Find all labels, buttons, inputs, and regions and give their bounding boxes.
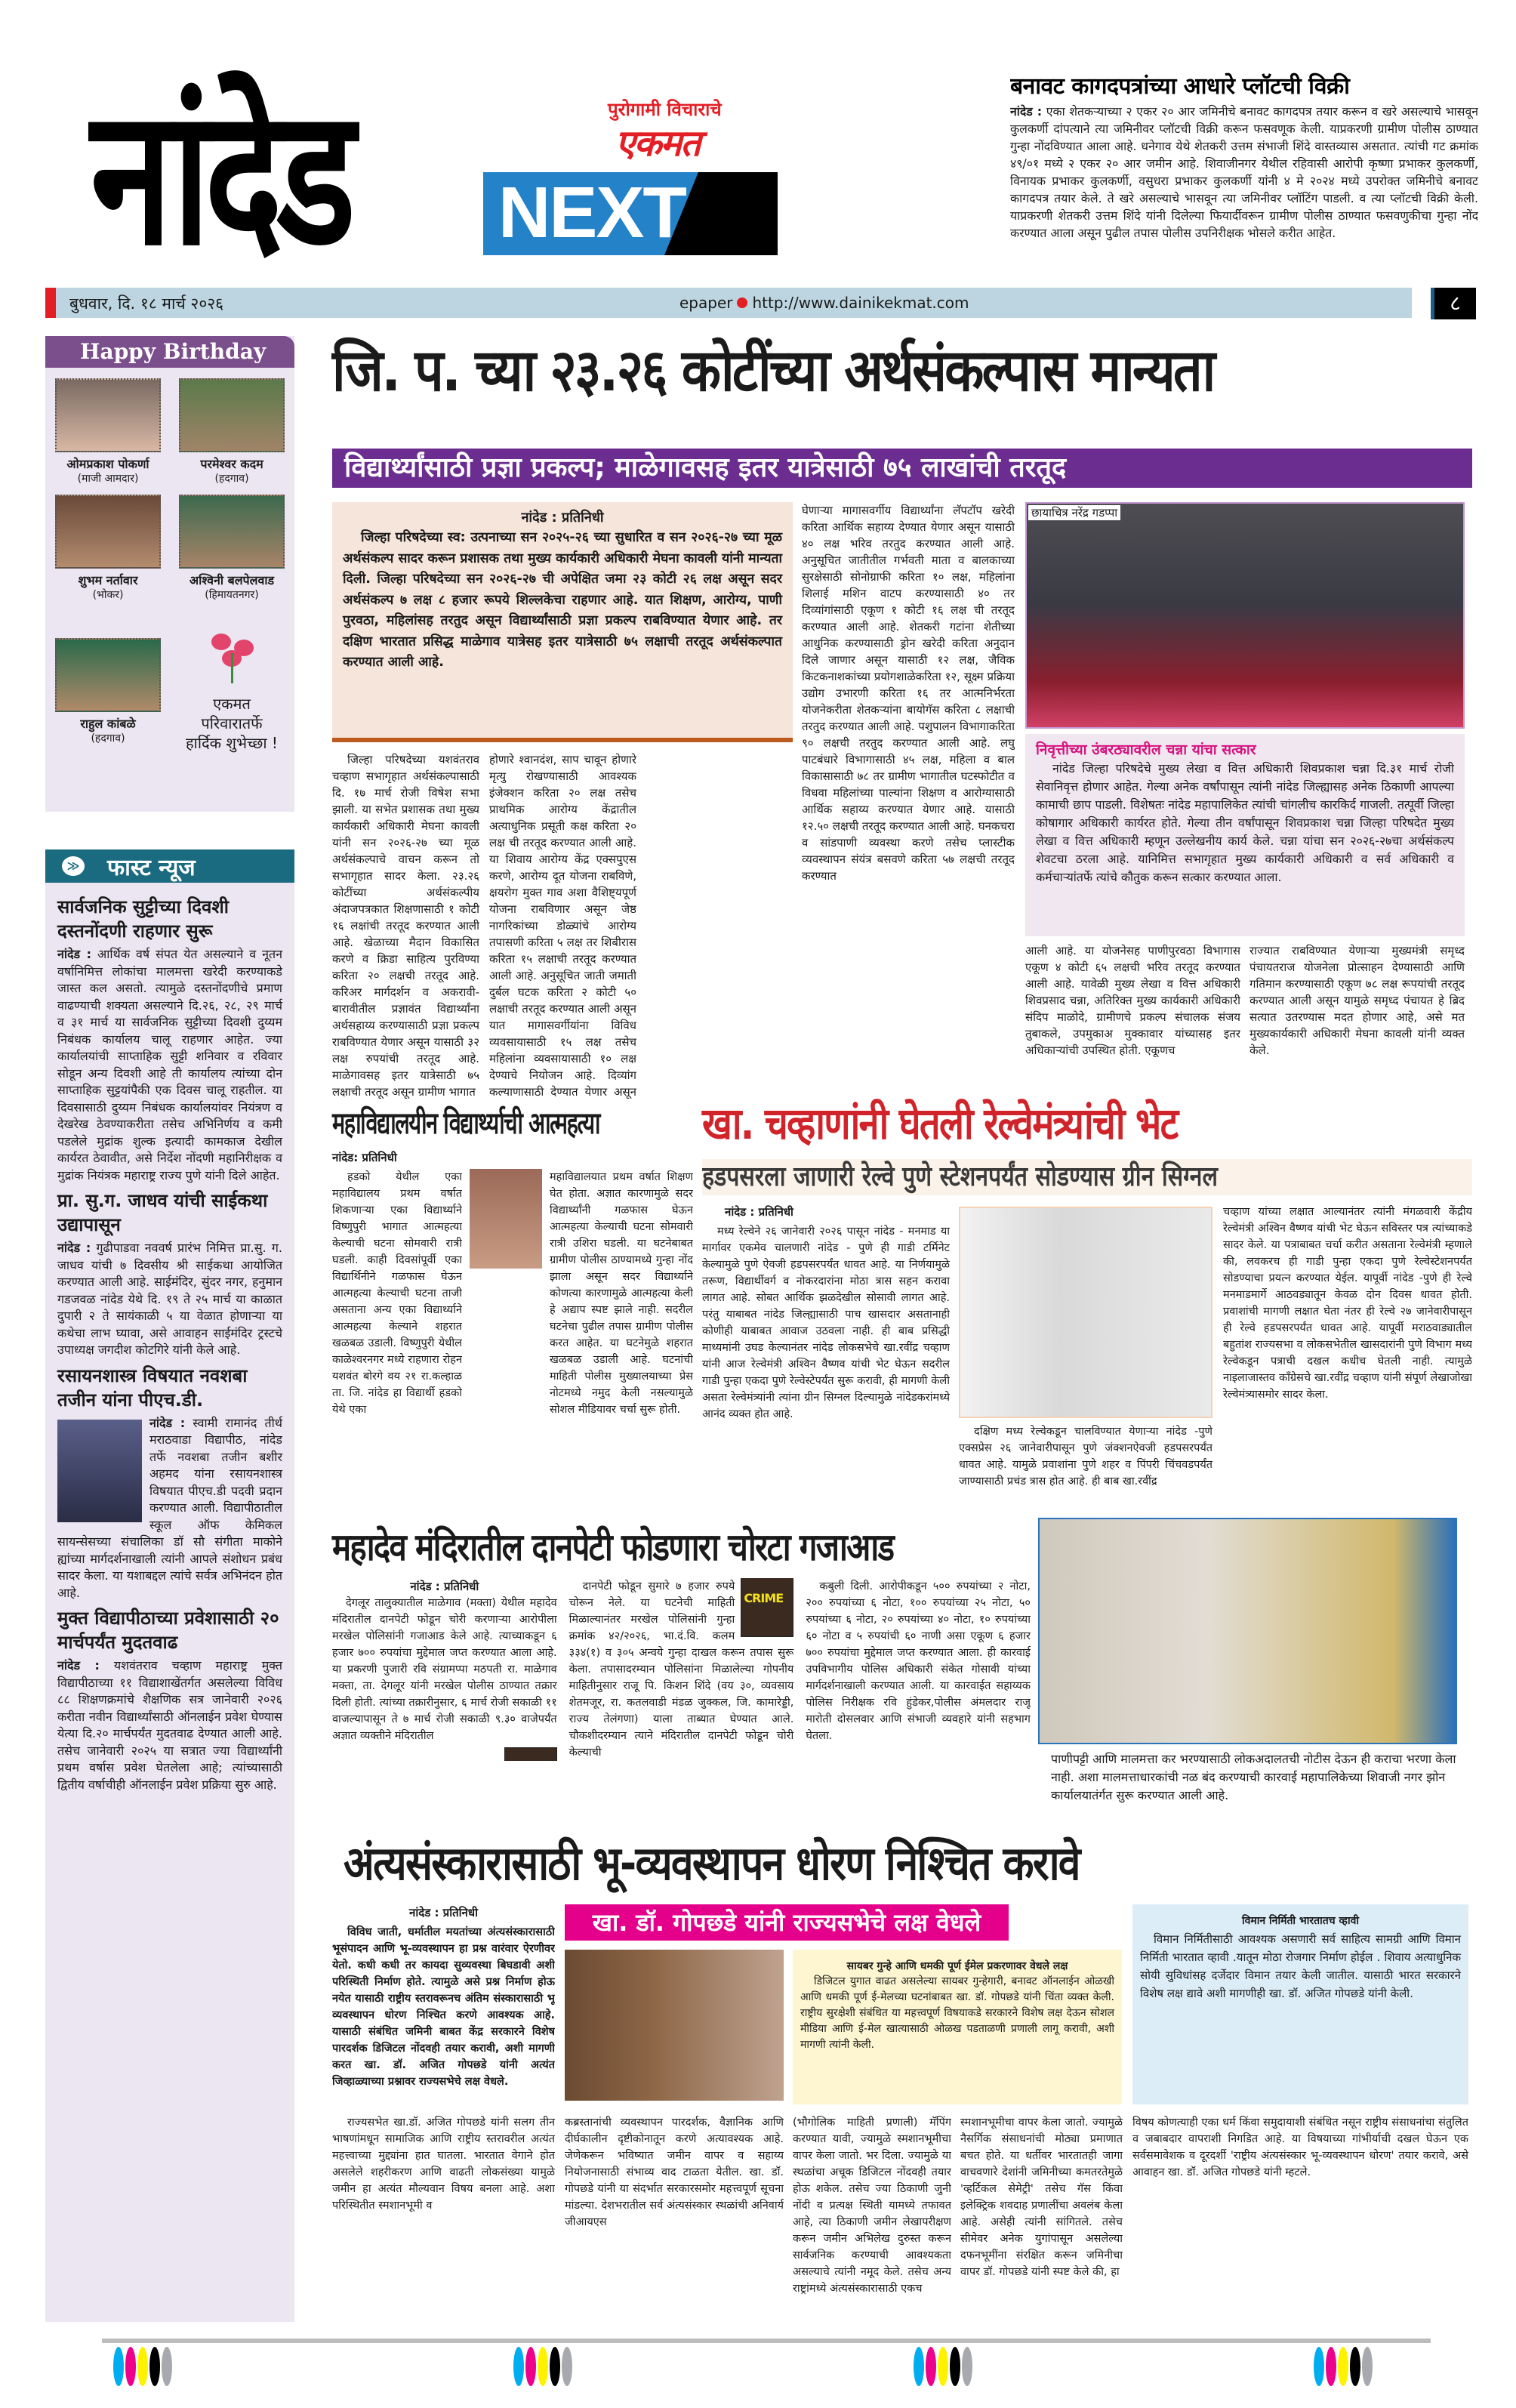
birthday-person <box>175 378 288 486</box>
cremation-headline: अंत्यसंस्कारासाठी भू-व्यवस्थापन धोरण निश्चित करावे <box>344 1836 1080 1891</box>
registration-dot <box>1350 2347 1360 2386</box>
birthday-person <box>175 495 288 602</box>
lead-column <box>332 751 479 1100</box>
registration-dot <box>149 2347 160 2386</box>
tulip-flower-icon <box>205 631 258 683</box>
lead-column-text: राज्यात राबविण्यात येणाऱ्या मुख्यमंत्री समृध्द पंचायतराज योजनेला प्रोत्साहन देण्यासाठी आणि गतिमान करण्यासाठी एकूण ७८ लक्ष रूपयांची तरतूद करण्यात आली असून यामुळे समृध्द पंचायत हे ब्रिद सत्यात उतरण्यास मदत होणार आहे, असे मत मुख्यकार्यकारी अधिकारी मेघना कावली यांनी व्यक्त केले. <box>1249 944 1465 1057</box>
birthday-person <box>51 378 165 486</box>
registration-dot <box>1338 2347 1348 2386</box>
person-name: अश्विनी बलपेलवाड <box>189 573 275 587</box>
lead-intro-box <box>332 502 793 742</box>
wish-line: हार्दिक शुभेच्छा ! <box>186 734 278 752</box>
railway-headline: खा. चव्हाणांनी घेतली रेल्वेमंत्र्यांची भेट <box>702 1098 1178 1149</box>
person-photo <box>179 495 285 569</box>
footer-rule <box>102 2339 1431 2343</box>
chevrons-down-icon: ≫ <box>62 856 85 876</box>
fast-news-body <box>57 946 282 1184</box>
photo-credit: छायाचित्र नरेंद्र गडप्पा <box>1028 505 1120 520</box>
fast-news-dateline: नांदेड : <box>149 1415 186 1430</box>
fast-news-body <box>57 1240 282 1359</box>
masthead-title: नांदेड <box>91 67 350 287</box>
fast-news-panel <box>45 849 294 2322</box>
suicide-column-text: हडको येथील एका महाविद्यालय प्रथम वर्षात शिकणाऱ्या एका विद्यार्थ्याने विष्णुपुरी भागात आत्महत्या केल्याची घटना सोमवारी रात्री घडली. काही दिवसांपूर्वी एका विद्यार्थिनीने गळफास घेऊन आत्महत्या केल्याची घटना ताजी असताना अन्य एका विद्यार्थ्याने आत्महत्या केल्याने शहरात खळबळ उडाली. विष्णुपुरी येथील काळेश्वरनगर मध्ये राहणारा रोहन यशवंत बोरगे वय २१ रा.कल्हाळ ता. जि. नांदेड हा विद्यार्थी हडको येथे एका <box>332 1171 462 1416</box>
aircraft-body: विमान निर्मितीसाठी आवश्यक असणारी सर्व साहित्य सामग्री आणि विमान निर्मिती भारतात व्हावी .यातून मोठा रोजगार निर्माण होईल . शिवाय अत्याधुनिक सोयी सुविधांसह दर्जेदार विमान तयार केली जातील. यासाठी भारत सरकारने विशेष लक्ष द्यावे अशी मागणीही खा. डॉ. अजित गोपछडे यांनी केली. <box>1140 1932 1461 2000</box>
temple-column-text: कबुली दिली. आरोपीकडून ५०० रुपयांच्या २ नोटा, २०० रुपयांच्या ६ नोटा, १०० रुपयांच्या २५ नोटा, ५० रुपयांच्या ६ नोटा, २० रुपयांच्या ४० नोटा, १० रुपयांच्या ६० नोटा व ५ रुपयांची ६० नाणी असा एकूण ६ हजार ७०० रुपयांचा मुद्देमाल जप्त करण्यात आला. ही कारवाई उपविभागीय पोलिस अधिकारी संकेत गोसावी यांच्या मार्गदर्शनाखाली करण्यात आली. या कारवाईत सहाय्यक पोलिस निरीक्षक रवि हुंडेकर,पोलीस अंमलदार राजू मारोती दोसलवार आणि संभाजी व्यवहारे यांनी सहभाग घेतला. <box>806 1580 1031 1742</box>
wish-line: परिवारातर्फे <box>201 714 263 732</box>
registration-dot <box>938 2347 948 2386</box>
page-number: ८ <box>1431 288 1476 319</box>
cremation-column-text: स्मशानभूमीचा वापर केला जातो. ज्यामुळे नैसर्गिक संसाधनांची मोठ्या प्रमाणात बचत होते. या धर्तीवर भारतातही जागा वाचवणारे देशांनी जमिनीच्या कमतरतेमुळे 'व्हर्टिकल सेमेट्री' तसेच गॅस किंवा इलेक्ट्रिक शवदाह प्रणालींचा अवलंब केला आहे. असेही त्यांनी सांगितले. तसेच सीमेवर अनेक युगांपासून असलेल्या दफनभूमींना संरक्षित करून जमिनीचा वापर डॉ. गोपछडे यांनी स्पष्ट केले की, हा <box>960 2117 1123 2278</box>
railway-column-text: चव्हाण यांच्या लक्षात आल्यानंतर त्यांनी मंगळवारी केंद्रीय रेल्वेमंत्री अश्विन वैष्णव यांची भेट घेऊन सविस्तर पत्र त्यांच्याकडे सादर केले. या पत्राबाबत चर्चा करीत असताना रेल्वेमंत्री म्हणाले की, लवकरच ही गाडी पुन्हा एकदा पुणे रेल्वेस्टेशनपर्यंत सोडण्याचा प्रयत्न करण्यात येईल. यापूर्वी नांदेड -पुणे ही रेल्वे मनमाडमार्गे आठवड्यातून केवळ दोन दिवस धावत होती. प्रवाशांची मागणी लक्षात घेता नंतर ही रेल्वे २७ जानेवारीपासून ही रेल्वे हडपसरपर्यंत धावत आहे. यापूर्वी मराठवाड्यातील बहुतांश राज्यसभा व लोकसभेतील खासदारांनी पुणे विभाग मध्य रेल्वेकडून पत्राची दखल कधीच घेतली नाही. त्यामुळे नाइलाजास्तव काँग्रेसचे खा.रवींद्र चव्हाण यांनी संपूर्ण लेखाजोखा रेल्वेमंत्र्यासमोर सादर केला. <box>1223 1206 1472 1401</box>
fast-news-body <box>57 1657 282 1793</box>
top-right-dateline: नांदेड : <box>1010 104 1043 119</box>
water-caption: पाणीपट्टी आणि मालमत्ता कर भरण्यासाठी लोकअदालतची नोटीस देऊन ही कराचा भरणा केला नाही. अशा मालमत्ताधारकांची नळ बंद करण्याची कारवाई महापालिकेच्या शिवाजी नगर झोन कार्यालयातंर्गत सुरू करण्यात आली आहे. <box>1051 1752 1456 1802</box>
fast-news-dateline: नांदेड : <box>57 947 91 961</box>
person-photo <box>179 378 285 452</box>
cremation-column-text: राज्यसभेत खा.डॉ. अजित गोपछडे यांनी सलग तीन भाषणांमधून सामाजिक आणि राष्ट्रीय स्तरावरील अत्यंत महत्त्वाच्या मुद्द्यांना हात घातला. भारतात वेगाने होत असलेले शहरीकरण आणि वाढती लोकसंख्या यामुळे जमीन हा अत्यंत मौल्यवान विषय बनला आहे. अशा परिस्थितीत स्मशानभूमी व <box>332 2117 555 2212</box>
fast-news-body <box>57 1415 282 1602</box>
registration-dot <box>1314 2347 1324 2386</box>
railway-byline: नांदेड : प्रतिनिधी <box>725 1205 793 1219</box>
cremation-column <box>565 2114 784 2330</box>
person-name: ओमप्रकाश पोकर्णा <box>66 457 149 471</box>
suicide-byline: नांदेड: प्रतिनिधी <box>332 1151 397 1164</box>
student-photo <box>470 1169 542 1269</box>
person-place: (हिमायतनगर) <box>205 589 259 601</box>
issue-date: बुधवार, दि. १८ मार्च २०२६ <box>69 294 224 313</box>
registration-dot <box>926 2347 936 2386</box>
wish-line: एकमत <box>213 695 251 713</box>
person-photo <box>55 495 161 569</box>
fast-news-dateline: नांदेड : <box>57 1241 91 1255</box>
birthday-title: Happy Birthday <box>45 336 294 368</box>
registration-dot <box>525 2347 536 2386</box>
brand-logo: एकमत <box>615 122 700 165</box>
suicide-column <box>332 1169 462 1518</box>
railway-column-text: मध्य रेल्वेने २६ जानेवारी २०२६ पासून नांदेड - मनमाड या मार्गावर एकमेव चालणारी नांदेड - पुणे ही गाडी टर्मिनेट केल्यामुळे पुणे ऐवजी हडपसरपर्यंत धावत आहे. या निर्णयामुळे तरूण, विद्यार्थीवर्ग व नोकरदारांना मोठा त्रास सहन करावा लागत आहे. सोबत आर्थिक झळदेखील सोसावी लागत आहे. परंतु याबाबत नांदेड जिल्ह्यासाठी पाच खासदार असतानाही कोणीही याबाबत आवाज उठवला नाही. ही बाब प्रसिद्धी माध्यमांनी उघड केल्यानंतर नांदेड लोकसभेचे खा.रवींद्र चव्हाण यांनी आज रेल्वेमंत्री अश्विन वैष्णव यांची भेट घेऊन सदरील गाडी पुन्हा एकदा पुणे रेल्वेस्टेपर्यंत सुरू करावी, ही मागणी केली असता रेल्वेमंत्र्यांनी त्यांना ग्रीन सिग्नल दिल्यामुळे नांदेडकरांमध्ये आनंद व्यक्त होत आहे. <box>702 1226 950 1420</box>
registration-dot <box>1326 2347 1336 2386</box>
registration-marks <box>513 2347 572 2386</box>
lead-subheadline: विद्यार्थ्यांसाठी प्रज्ञा प्रकल्प; माळेगावसह इतर यात्रेसाठी ७५ लाखांची तरतूद <box>332 449 1472 488</box>
fast-news-headline: मुक्त विद्यापीठाच्या प्रवेशासाठी २० मार्चपर्यंत मुदतवाढ <box>57 1608 279 1653</box>
water-tap-disconnection-photo <box>1038 1518 1457 1744</box>
top-right-text: एका शेतकऱ्याच्या २ एकर २० आर जमिनीचे बनावट कागदपत्र तयार करून व खरे असल्याचे भासवून कुलकर्णी दांपत्याने त्या जमिनीवर प्लॉटची विक्री करून फसवणूक केली. याप्रकरणी ग्रामीण पोलीस ठाण्यात गुन्हा नोंदविण्यात आला आहे. धनेगाव येथे शेतकरी उत्तम संभाजी शिंदे वास्तव्यास असतात. त्यांची गट क्रमांक ४९/०१ मध्ये २ एकर २० आर जमीन आहे. शिवाजीनगर येथील रहिवासी आरोपी कृष्णा प्रभाकर कुलकर्णी, विनायक प्रभाकर कुलकर्णी, वसुधरा प्रभाकर कुलकर्णी यांनी ४ मे २०२४ मध्ये उपरोक्त जमिनीचे बनावट कागदपत्र तयार केले. ते खरे असल्याचे भासवून त्या जमिनीवर प्लॉटिंग पाडली. व त्या प्लॉटची विक्री केली. याप्रकरणी शेतकरी उत्तम शिंदे यांनी दिलेल्या फियार्दीवरून ग्रामीण पोलीस ठाण्यात फसवणुकीचा गुन्हा नोंद करण्यात आला असून पुढील तपास पोलीस उपनिरीक्षक भोसले करीत आहेत. <box>1010 104 1478 240</box>
crime-label: CRIME <box>744 1591 784 1605</box>
person-name: राहुल कांबळे <box>80 717 136 731</box>
person-place: (हदगाव) <box>214 473 249 485</box>
fast-news-headline: प्रा. सु.ग. जाधव यांची साईकथा उद्यापासून <box>57 1190 268 1235</box>
registration-dot <box>562 2347 572 2386</box>
lead-byline: नांदेड : प्रतिनिधी <box>521 510 604 526</box>
railway-minister-photo <box>959 1207 1212 1418</box>
cremation-column-text: (भौगोलिक माहिती प्रणाली) मॅपिंग करण्यात यावी, ज्यामुळे स्मशानभूमीचा वापर केला जातो. भर दिला. ज्यामुळे या स्थळांचा अचूक डिजिटल नोंदवही तयार होऊ शकेल. तसेच ज्या ठिकाणी जुनी नोंदी व प्रत्यक्ष स्थिती यामध्ये तफावत आहे, त्या ठिकाणी जमीन लेखापरीक्षण करून जमीन अभिलेख दुरुस्त करून सार्वजनिक करण्याची आवश्यकता असल्याचे त्यांनी नमूद केले. तसेच अन्य राष्ट्रांमध्ये अंत्यसंस्कारासाठी एकच <box>793 2117 951 2295</box>
railway-column <box>702 1223 950 1518</box>
fast-news-title: फास्ट न्यूज <box>107 854 196 881</box>
next-logo <box>483 172 778 255</box>
date-band <box>45 288 1412 318</box>
birthday-person <box>51 495 165 602</box>
cremation-column-text: कब्रस्तानांची व्यवस्थापन पारदर्शक, वैज्ञानिक आणि दीर्घकालीन दृष्टीकोनातून करणे अत्यावश्यक आहे. जेणेकरून भविष्यात जमीन वापर व सहाय्य नियोजनासाठी संभाव्य वाद टाळता येतील. खा. डॉ. गोपछडे यांनी या संदर्भात सरकारसमोर महत्त्वपूर्ण सूचना मांडल्या. देशभरातील सर्व अंत्यसंस्कार स्थळांची अनिवार्य जीआयएस <box>565 2117 784 2228</box>
registration-dot <box>137 2347 148 2386</box>
masthead-tagline: पुरोगामी विचाराचे <box>608 99 722 120</box>
birthday-person <box>51 638 165 745</box>
person-place: (भोकर) <box>92 589 124 601</box>
fast-news-text: स्वामी रामानंद तीर्थ मराठवाडा विद्यापीठ, नांदेड तर्फे नवशबा तजीन बशीर अहमद यांना रसायनशास्त्र विषयात पीएच.डी पदवी प्रदान करण्यात आली. विद्यापीठातील स्कूल ऑफ केमिकल सायन्सेसच्या संचालिका डॉ सौ संगीता माकोने ह्यांच्या मार्गदर्शनाखाली त्यांनी आपले संशोधन प्रबंध सादर केला. या यशाबद्दल त्यांचे सर्वत्र अभिनंदन होत आहे. <box>57 1415 282 1600</box>
lead-intro: जिल्हा परिषदेच्या स्व: उत्पनाच्या सन २०२५-२६ च्या सुधारित व सन २०२६-२७ च्या मूळ अर्थसंकल्प सादर करून प्रशासक तथा मुख्य कार्यकारी अधिकारी मेघना कावली यांनी मान्यता दिली. जिल्हा परिषदेच्या सन २०२६-२७ ची अपेक्षित जमा २३ कोटी २६ लक्ष असून सदर अर्थसंकल्प ७ लक्ष ८ हजार रूपये शिल्लकेचा राहणार आहे. यात शिक्षण, आरोग्य, पाणी पुरवठा, महिलांसह तरतुद असून विद्यार्थ्यांसाठी प्रज्ञा प्रकल्प राबविण्यात येणार आहे. तर दक्षिण भारतात प्रसिद्ध माळेगाव यात्रेसह इतर यात्रेसाठी ७५ लक्षाची तरतूद अर्थसंकल्पात करण्यात आली आहे. <box>343 530 782 670</box>
suicide-column <box>550 1169 693 1518</box>
temple-byline: नांदेड : प्रतिनिधी <box>410 1580 479 1593</box>
epaper-label: epaper <box>679 294 733 312</box>
aircraft-box <box>1132 1904 1468 2104</box>
railway-column: दक्षिण मध्य रेल्वेकडून चालविण्यात येणाऱ्या नांदेड -पुणे एक्सप्रेस २६ जानेवारीपासून पुणे जंक्शनऐवजी हडपसरपर्यंत धावत आहे. यामुळे प्रवाशांना पुणे शहर व पिंपरी चिंचवडपर्यंत जाण्यासाठी प्रचंड त्रास होत आहे. ही बाब खा.रवींद्र <box>959 1426 1212 1488</box>
registration-dot <box>113 2347 124 2386</box>
cremation-column <box>332 2114 555 2330</box>
rajya-sabha-photo <box>565 1950 784 2101</box>
railway-column <box>1223 1204 1472 1518</box>
cremation-column <box>793 2114 951 2330</box>
lead-column <box>1249 942 1465 1092</box>
lead-column-text: आली आहे. या योजनेसह पाणीपुरवठा विभागास एकूण ४ कोटी ६५ लक्षची भरिव तरतूद करण्यात आली आहे. यावेळी मुख्य लेखा व वित्त अधिकारी शिवप्रसाद चन्ना, अतिरिक्त मुख्य कार्यकारी अधिकारी संदिप माळोदे, ग्रामीणचे प्रकल्प संचालक संजय तुबाकले, उपमुकाअ मुक्कावार यांच्यासह इतर अधिकाऱ्यांची उपस्थित होती. एकूणच <box>1025 944 1240 1057</box>
registration-dot <box>125 2347 136 2386</box>
lead-column <box>802 502 1015 1100</box>
lead-column-text: होणारे श्वानदंश, साप चावून होणारे मृत्यु रोखण्यासाठी आवश्यक इंजेक्शन करिता २० लक्ष तसेच प्राथमिक आरोग्य केंद्रातील अत्याधुनिक प्रसूती कक्ष करिता २० लक्ष ची तरतूद करण्यात आली आहे. या शिवाय आरोग्य केंद्र एक्सपुएस करणे, आरोग्य दूत योजना राबविणे, क्षयरोग मुक्त गाव अशा वैशिष्ट्यपूर्ण योजना राबविणार असून जेष्ठ नागरिकांच्या डोळ्यांचे आरोग्य तपासणी करिता ५ लक्ष तर शिबीरास करिता १५ लक्षाची तरतूद करण्यात आली आहे. अनुसूचित जाती जमाती दुर्बल घटक करिता २ कोटी ५० लक्षाची तरतूद करण्यात आली असून यात मागासवर्गीयांना विविध व्यवसायासाठी १५ लक्ष तसेच महिलांना व्यवसायासाठी १० लक्ष देण्याचे नियोजन आहे. दिव्यांग कल्याणासाठी देण्यात येणार असून <box>489 753 636 1099</box>
date-band-red-marker <box>45 288 56 318</box>
cyber-headline: सायबर गुन्हे आणि धमकी पूर्ण ईमेल प्रकरणावर वेधले लक्ष <box>846 1960 1068 1972</box>
person-photo <box>55 378 161 452</box>
aircraft-headline: विमान निर्मिती भारतातच व्हावी <box>1242 1915 1359 1927</box>
cursor-arrow-icon <box>737 298 747 308</box>
temple-story-body <box>332 1578 1031 1827</box>
cremation-column <box>960 2114 1123 2330</box>
temple-columns <box>332 1578 1031 1761</box>
fast-news-text: गुढीपाडवा नववर्ष प्रारंभ निमित्त प्रा.सु. ग. जाधव यांची ७ दिवसीय श्री साईकथा आयोजित करण्यात आली आहे. साईमंदिर, सुंदर नगर, हनुमान गडजवळ नांदेड येथे दि. १९ ते २५ मार्च या काळात दुपारी २ ते सायंकाळी ५ या वेळात होणाऱ्या या कथेचा लाभ घ्यावा, असे आवाहन साईमंदिर ट्रस्टचे उपाध्यक्ष जगदीश कोटगिरे यांनी केले आहे. <box>57 1241 282 1357</box>
registration-marks <box>914 2347 972 2386</box>
cyber-body: डिजिटल युगात वाढत असलेल्या सायबर गुन्हेगारी, बनावट ऑनलाईन ओळखी आणि धमकी पूर्ण ई-मेलच्या घटनांबाबत खा. डॉ. गोपछडे यांनी चिंता व्यक्त केली. राष्ट्रीय सुरक्षेशी संबंधित या महत्त्वपूर्ण विषयाकडे सरकारने विशेष लक्ष देऊन सोशल मीडिया आणि ई-मेल खात्यासाठी ओळख पडताळणी प्रणाली लागू करावी, अशी मागणी त्यांनी केली. <box>800 1975 1114 2051</box>
fast-news-dateline: नांदेड : <box>57 1658 100 1673</box>
person-photo <box>55 638 161 712</box>
registration-dot <box>513 2347 524 2386</box>
cremation-pink-bar: खा. डॉ. गोपछडे यांनी राज्यसभेचे लक्ष वेधले <box>565 1904 1009 1941</box>
cremation-lead <box>332 1924 555 2107</box>
registration-dot <box>550 2347 560 2386</box>
registration-marks <box>113 2347 172 2386</box>
registration-dot <box>950 2347 960 2386</box>
cremation-lead-text: विविध जाती, धर्मातील मयतांच्या अंत्यसंस्कारासाठी भूसंपादन आणि भू-व्यवस्थापन हा प्रश्न वारंवार ऐरणीवर येतो. कधी कधी तर कायदा सुव्यवस्था बिघडावी अशी परिस्थिती निर्माण होते. त्यामुळे असे प्रश्न निर्माण होऊ नयेत यासाठी राष्ट्रीय स्तरावरूनच अंतिम संस्कारासाठी भू व्यवस्थापन धोरण निश्चित करणे आवश्यक आहे. यासाठी संबंधित जमिनी बाबत केंद्र सरकारने विशेष पारदर्शक डिजिटल नोंदवही तयार करावी, अशी मागणी करत खा. डॉ. अजित गोपछडे यांनी अत्यंत जिव्हाळ्याच्या प्रश्नावर राज्यसभेचे लक्ष वेधले. <box>332 1926 555 2088</box>
registration-dot <box>162 2347 172 2386</box>
suicide-column-text: महाविद्यालयात प्रथम वर्षात शिक्षण घेत होता. अज्ञात कारणामुळे सदर विद्यार्थ्यांनी गळफास घेऊन आत्महत्या केल्याची घटना सोमवारी रात्री उशिरा घडली. या घटनेबाबत ग्रामीण पोलीस ठाण्यामध्ये गुन्हा नोंद झाला असून सदर विद्यार्थ्याने कोणत्या कारणामुळे आत्महत्या केली हे अद्याप स्पष्ट झाले नाही. सदरील घटनेचा पुढील तपास ग्रामीण पोलीस करत आहेत. या घटनेमुळे शहरात खळबळ उडाली आहे. घटनांची माहिती पोलीस मुख्यालयाच्या प्रेस नोटमध्ये नमुद केली नसल्यामुळे सोशल मीडियावर चर्चा सुरू होती. <box>550 1171 693 1416</box>
budget-release-photo <box>1025 502 1465 729</box>
top-right-body <box>1010 103 1478 242</box>
fast-news-text: आर्थिक वर्ष संपत येत असल्याने व नूतन वर्षानिमित्त लोकांचा मालमत्ता खरेदी करण्याकडे जास्त कल असतो. त्यामुळे दस्तनोंदणीचे प्रमाण वाढण्याची शक्यता असल्याने दि.२६, २८, २९ मार्च व ३१ मार्च या सार्वजनिक सुट्टीच्या दिवशी दुय्यम निबंधक कार्यालय चालू राहणार आहेत. ज्या कार्यालयांची साप्ताहिक सुट्टी शनिवार व रविवार सोडून अन्य दिवशी आहे ती कार्यालय त्यांच्या दोन साप्ताहिक सुट्टयांपैकी एक दिवस चालू राहतील. या दिवसासाठी दुय्यम निबंधक कार्यालयांवर नियंत्रण व देखरेख ठेवण्याकरीता तसेच अभिनिर्णय व कमी पडलेले मुद्रांक शुल्क इत्यादी कामकाज देखील कार्यरत ठेवावीत, असे निर्देश नोंदणी महानिरीक्षक व मुद्रांक नियंत्रक महाराष्ट्र राज्य पुणे यांनी दिले आहेत. <box>57 947 282 1182</box>
lead-column-text: जिल्हा परिषदेच्या यशवंतराव चव्हाण सभागृहात अर्थसंकल्पासाठी दि. १७ मार्च रोजी विषेश सभा झाली. या सभेत प्रशासक तथा मुख्य कार्यकारी अधिकारी मेघना कावली यांनी सन २०२६-२७ च्या मूळ अर्थसंकल्पाचे वाचन करून तो सभागृहात सादर केला. २३.२६ कोटींच्या अर्थसंकल्पीय अंदाजपत्रकात शिक्षणासाठी १ कोटी १६ लक्षांची तरतूद करण्यात आली आहे. खेळाच्या मैदान विकासित करणे व क्रिडा साहित्य पुरविण्या करिता २० लक्षची तरतूद आहे. करिअर मार्गदर्शन व अकरावी-बारावीतील प्रज्ञावंत विद्यार्थ्यांना अर्थसहाय्य करण्यासाठी प्रज्ञा प्रकल्प राबविण्यात येणार असून यासाठी ३२ लक्ष रुपयांची तरतूद आहे. माळेगावसह इतर यात्रेसाठी ७५ लक्षाची तरतूद असून ग्रामीण भागात <box>332 753 479 1099</box>
retirement-headline: निवृत्तीच्या उंबरठ्यावरील चन्ना यांचा सत्कार <box>1036 742 1256 758</box>
temple-column-text: दानपेटी फोडून सुमारे ७ हजार रुपये चोरून नेले. या घटनेची माहिती मिळाल्यानंतर मरखेल पोलिसांनी गुन्हा क्रमांक ४२/२०२६, भा.दं.वि. कलम ३३४(१) व ३०५ अन्वये गुन्हा दाखल करून तपास सुरू केला. तपासादरम्यान पोलिसांना मिळालेल्या गोपनीय माहितीनुसार राजू पि. किशन शिंदे (वय ३०, व्यवसाय शेतमजूर, रा. कतलवाडी मंडळ जुक्कल, जि. कामारेड्डी, राज्य तेलंगणा) याला ताब्यात घेण्यात आले. चौकशीदरम्यान त्याने मंदिरातील दानपेटी फोडून चोरी केल्याची <box>568 1580 794 1759</box>
fast-news-header <box>45 849 294 883</box>
birthday-wish <box>175 631 288 753</box>
registration-dot <box>1362 2347 1373 2386</box>
fast-news-text: यशवंतराव चव्हाण महाराष्ट्र मुक्त विद्यापीठाच्या ११ विद्याशाखेंतर्गत असलेल्या विविध ८८ शिक्षणक्रमांचे शैक्षणिक सत्र जानेवारी २०२६ करीता नवीन विद्यार्थ्यांसाठी ऑनलाईन प्रवेश घेण्यास येत्या दि.२० मार्चपर्यंत मुदतवाढ देण्यात आली आहे. तसेच जानेवारी २०२५ या सत्रात ज्या विद्यार्थ्यांनी प्रथम वर्षास प्रवेश घेतलेला आहे; त्यांच्यासाठी द्वितीय वर्षाचीही ऑनलाईन प्रवेश प्रक्रिया सुरु आहे. <box>57 1658 282 1792</box>
railway-subheadline-text: हडपसरला जाणारी रेल्वे पुणे स्टेशनपर्यंत सोडण्यास ग्रीन सिग्नल <box>702 1161 1218 1192</box>
phd-recipient-photo <box>57 1420 142 1522</box>
person-name: शुभम नर्तावार <box>78 573 138 587</box>
retirement-box <box>1025 734 1465 936</box>
person-place: (माजी आमदार) <box>77 473 139 485</box>
epaper-url[interactable]: http://www.dainikekmat.com <box>752 294 969 312</box>
cremation-column <box>1132 2114 1468 2330</box>
cyber-box <box>793 1950 1122 2104</box>
cremation-byline: नांदेड : प्रतिनिधी <box>409 1906 478 1919</box>
top-right-story <box>1010 72 1478 282</box>
person-place: (हदगाव) <box>91 732 125 745</box>
registration-dot <box>914 2347 924 2386</box>
epaper-link[interactable] <box>679 294 969 312</box>
fast-news-headline: रसायनशास्त्र विषयात नवशबा तजीन यांना पीएच.डी. <box>57 1364 248 1411</box>
suicide-headline: महाविद्यालयीन विद्यार्थ्याची आत्महत्या <box>332 1106 600 1141</box>
lead-column <box>489 751 636 1100</box>
temple-headline: महादेव मंदिरातील दानपेटी फोडणारा चोरटा गजाआड <box>332 1525 894 1569</box>
cremation-column-text: विषय कोणत्याही एका धर्म किंवा समुदायाशी संबंधित नसून राष्ट्रीय संसाधनांचा संतुलित व जबाबदार वापराशी निगडित आहे. या विषयाच्या गांभीर्याची दखल घेऊन एक सर्वसमावेशक व दूरदर्शी 'राष्ट्रीय अंत्यसंस्कार भू-व्यवस्थापन धोरण' तयार करावे, असे आवाहन खा. डॉ. अजित गोपछडे यांनी म्हटले. <box>1132 2117 1468 2178</box>
next-logo-text: NEXT <box>498 172 686 253</box>
temple-column-text: देगलूर तालुक्यातील माळेगाव (मक्ता) येथील महादेव मंदिरातील दानपेटी फोडून चोरी करणाऱ्या आरोपीला मरखेल पोलिसांनी गजाआड केले आहे. त्याच्याकडून ६ हजार ७०० रुपयांचा मुद्देमाल जप्त करण्यात आला आहे. या प्रकरणी पुजारी रवि संग्रामप्पा मठपती रा. माळेगाव मक्ता, ता. देगलूर यांनी मरखेल पोलीस ठाण्यात तक्रार दिली होती. त्यांच्या तक्रारीनुसार, ६ मार्च रोजी सकाळी ११ वाजल्यापासून ते ७ मार्च रोजी सकाळी ९.३० वाजेपर्यंत अज्ञात व्यक्तीने मंदिरातील <box>332 1597 557 1742</box>
registration-dot <box>538 2347 548 2386</box>
registration-dot <box>962 2347 972 2386</box>
person-name: परमेश्वर कदम <box>200 457 263 471</box>
retirement-body: नांदेड जिल्हा परिषदेचे मुख्य लेखा व वित्त अधिकारी शिवप्रकाश चन्ना दि.३१ मार्च रोजी सेवानिवृत्त होणार आहेत. गेल्या अनेक वर्षांपासून त्यांनी नांदेड जिल्ह्यासह अनेक ठिकाणी आपल्या कामाची छाप पाडली. विशेषतः नांदेड महापालिकेत त्यांची चांगलीच कारकिर्द गाजली. तत्पूर्वी जिल्हा कोषागार अधिकारी कार्यरत होते. गेल्या तीन वर्षांपासून शिवप्रकाश चन्ना जिल्हा परिषदेत मुख्य लेखा व वित्त अधिकारी म्हणून उल्लेखनीय कार्य केले. चन्ना यांचा सन २०२६-२७चा अर्थसंकल्प शेवटचा ठरला आहे. यानिमित्त सभागृहात मुख्य कार्यकारी अधिकारी व सर्व अधिकारी व कर्मचाऱ्यांतर्फे त्यांचे कौतुक करून सत्कार करण्यात आला. <box>1036 761 1454 884</box>
lead-column <box>1025 942 1240 1092</box>
registration-marks <box>1314 2347 1373 2386</box>
top-right-headline: बनावट कागदपत्रांच्या आधारे प्लॉटची विक्री <box>1010 73 1350 100</box>
railway-subheadline <box>702 1159 1472 1195</box>
lead-headline: जि. प. च्या २३.२६ कोटींच्या अर्थसंकल्पास मान्यता <box>332 338 1214 405</box>
fast-news-headline: सार्वजनिक सुट्टीच्या दिवशी दस्तनोंदणी राहणार सुरू <box>57 896 229 942</box>
lead-column-text: घेणाऱ्या मागासवर्गीय विद्यार्थ्यांना लॅपटॉप खरेदी करिता आर्थिक सहाय्य देण्यात येणार असून यासाठी ४० लक्ष भरिव तरतुद करण्यात आली आहे. अनुसूचित जातीतील गर्भवती माता व बालकाच्या सुरक्षेसाठी सोनोग्राफी करिता १० लक्ष, महिलांना शिलाई मशिन वाटप करण्यासाठी ४० तर दिव्यांगांसाठी एकूण १ कोटी १६ लक्ष ची तरतूद करण्यात आली आहे. शेतकरी गटांना शेतीच्या आधुनिक करण्यासाठी ड्रोन खरेदी करिता अनुदान दिले जाणार असून यासाठी १२ लक्ष, जैविक किटकनाशकांच्या प्रयोगशाळेकरिता १२, सूक्ष्म प्रक्रिया उद्योग उभारणी करिता १६ तर आत्मनिर्भरता योजनेकरीता शेतकऱ्यांना बायोगॅस करिता ८ लक्षाची तरतुद करण्यात आली आहे. पशुपालन विभागाकरिता ९० लक्षची तरतुद करण्यात आली आहे. लघु पाटबंधारे विभागासाठी ४५ लक्ष, महिला व बाल विकासासाठी ७८ तर ग्रामीण भागातील घटस्फोटीत व विधवा महिलांच्या पाल्यांना शिक्षण व आरोग्यासाठी आर्थिक सहाय्य करण्यात येणार आहे. यासाठी १२.५० लक्षची तरतूद करण्यात आली आहे. घनकचरा व सांडपाणी व्यवस्था करणे तसेच प्लास्टीक व्यवस्थापन संयंत्र बसवणे करिता ५७ लक्षची तरतूद करण्यात <box>802 504 1015 883</box>
birthday-panel <box>45 336 294 812</box>
